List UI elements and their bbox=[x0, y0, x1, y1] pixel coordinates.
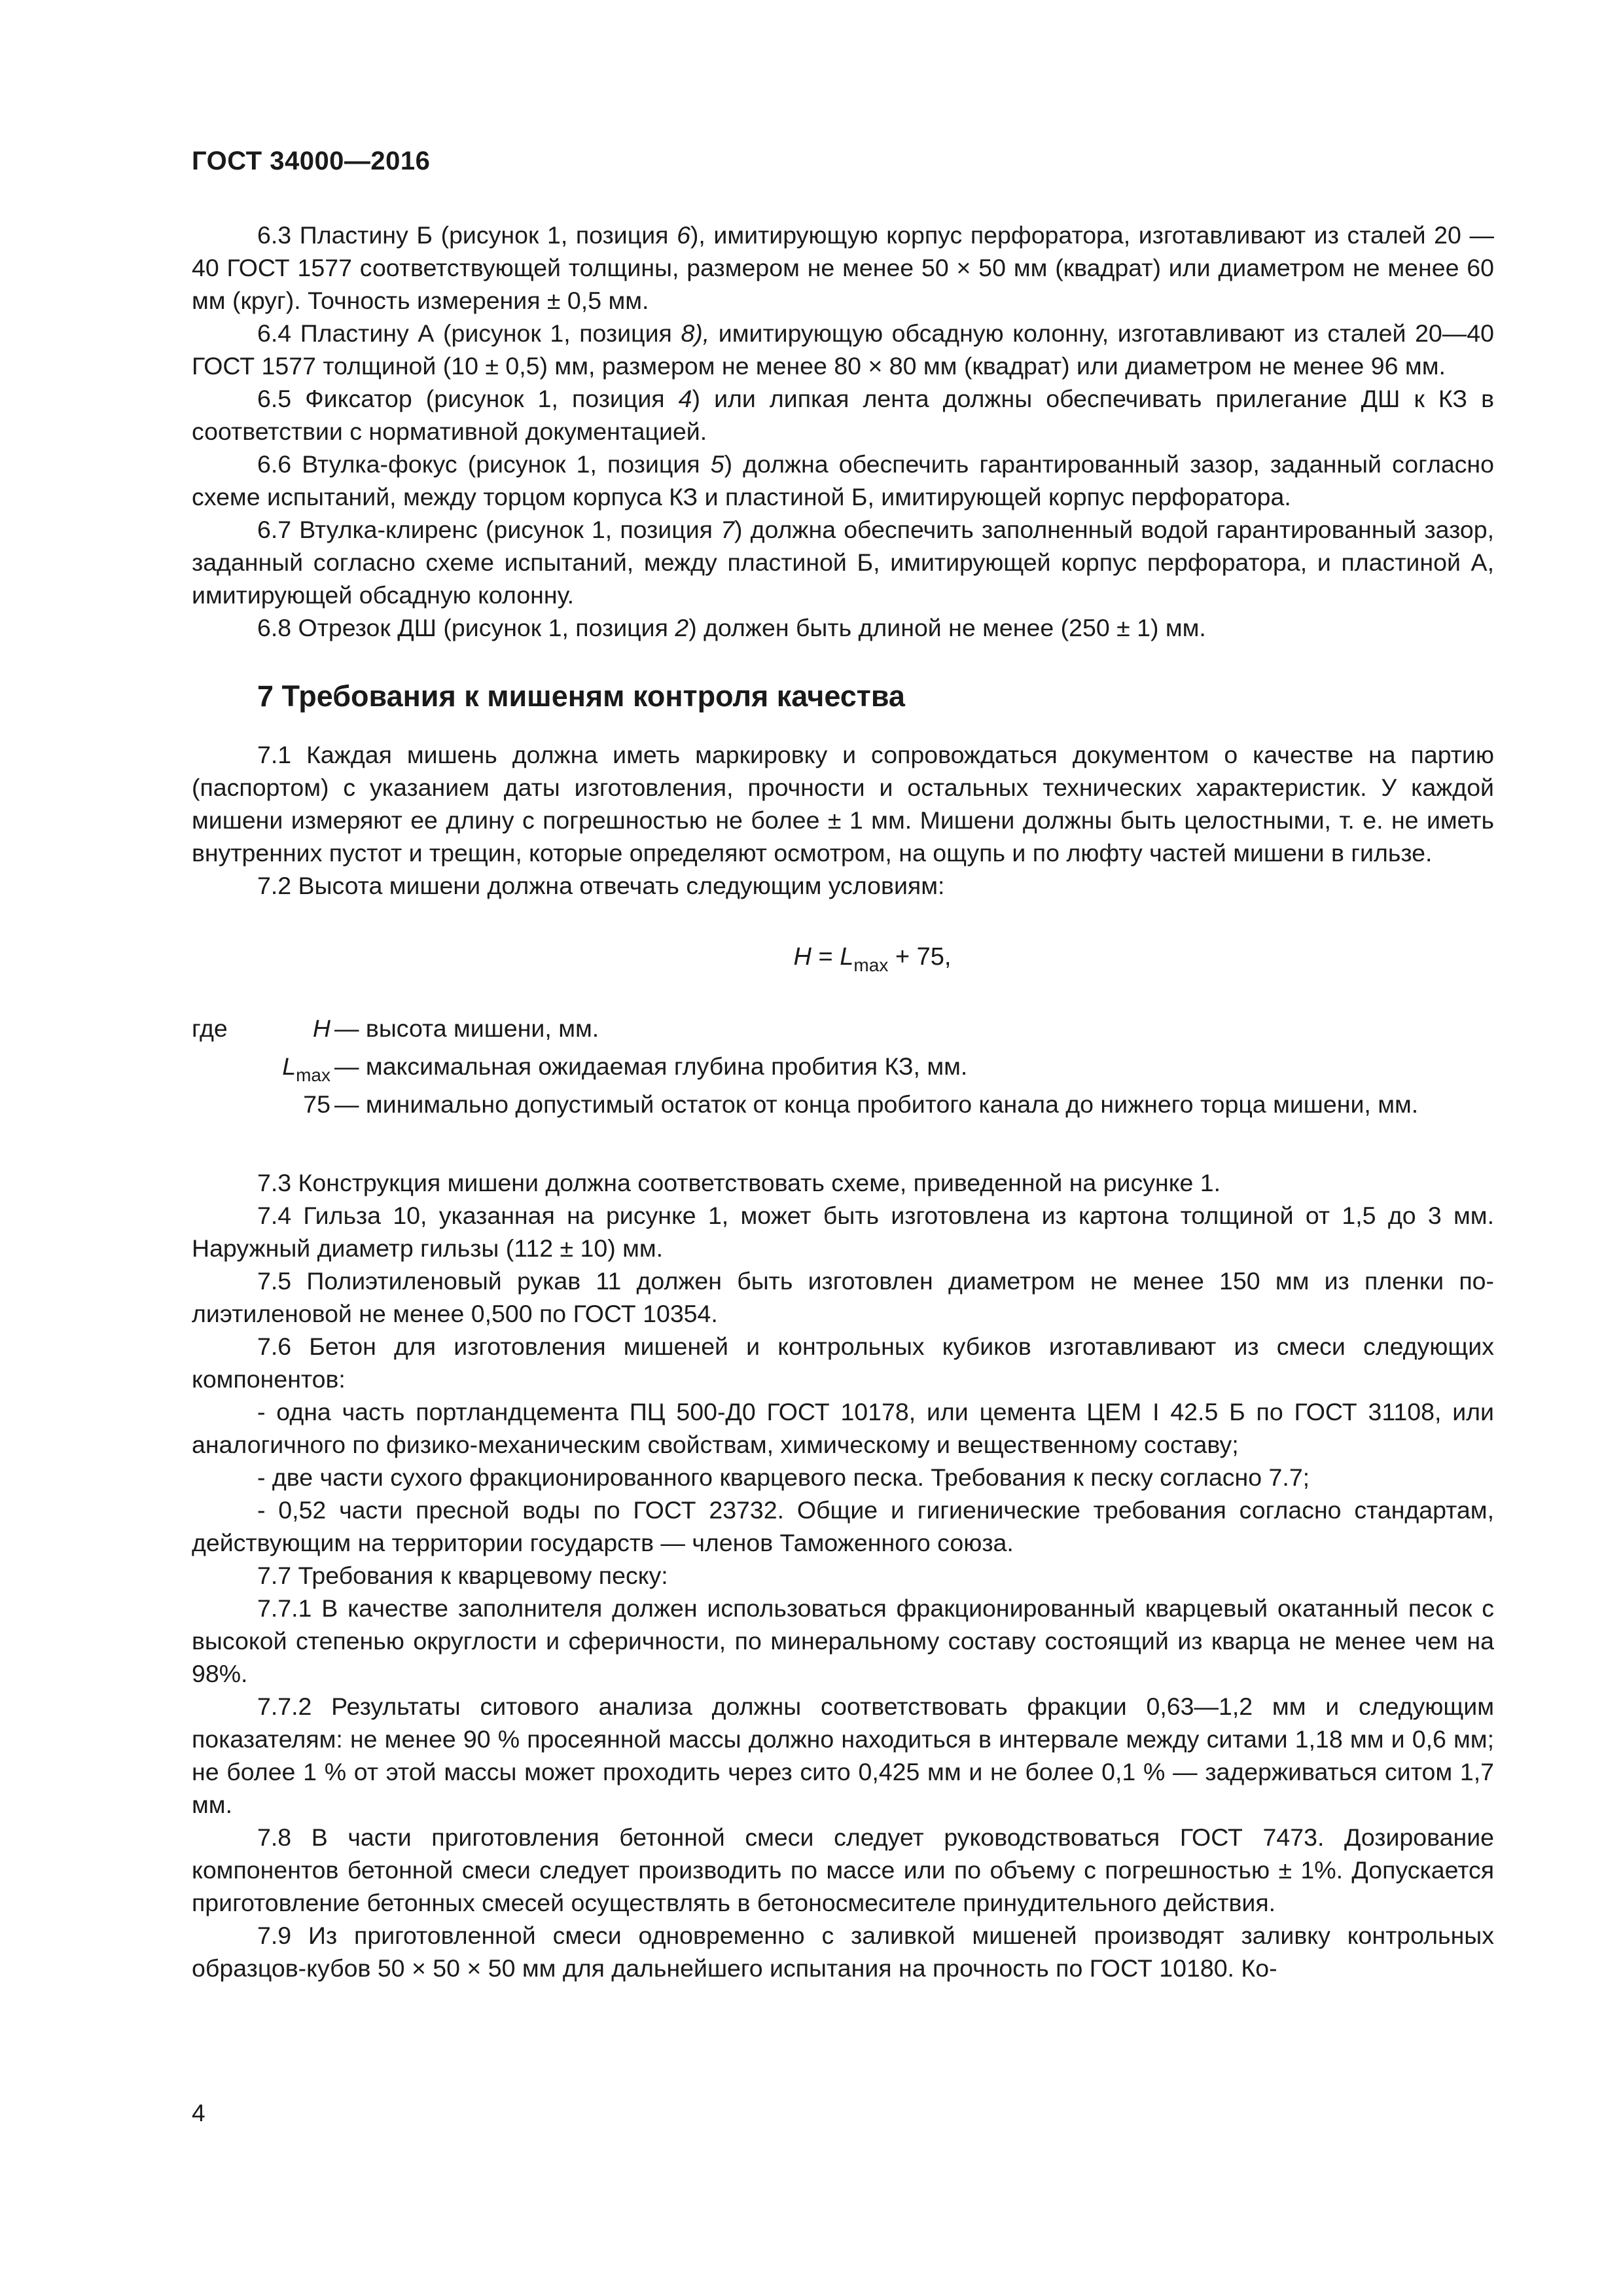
paragraph-7-7: 7.7 Требования к кварцевому песку: bbox=[257, 1562, 668, 1589]
paragraph-7-9: 7.9 Из приготовленной смеси одновременно с заливкой мишеней производят заливку контрольных образцов-кубов 50 × 50 × 50 мм для дальнейшего испытания на прочность по ГОСТ 10180. Ко- bbox=[192, 1922, 1494, 1982]
paragraph-6-7: 6.7 Втулка-клиренс (рисунок 1, позиция 7) должна обеспечить заполненный водой гарантированный зазор, заданный согласно схеме испытаний, между пластиной Б, имитирующей корпус перфоратора, и пластиной А, имитирующей обсадную колонну. bbox=[192, 516, 1494, 609]
legend-symbol-l: $L_{max}$ bbox=[282, 1052, 330, 1085]
legend-text-75: — минимально допустимый остаток от конца пробитого канала до нижнего торца мишени, мм. bbox=[334, 1090, 1419, 1118]
list-item-cement: - одна часть портландцемента ПЦ 500-Д0 ГОСТ 10178, или цемента ЦЕМ I 42.5 Б по ГОСТ 31108, или аналогичного по физико-механическим свойствам, химическому и вещественному составу; bbox=[192, 1398, 1494, 1458]
paragraph-7-6: 7.6 Бетон для изготовления мишеней и контрольных кубиков изготавливают из смеси следующих компонентов: bbox=[192, 1333, 1494, 1393]
page-number: 4 bbox=[192, 2100, 205, 2126]
document-header: ГОСТ 34000—2016 bbox=[192, 147, 431, 175]
legend-text-l: — максимальная ожидаемая глубина пробития КЗ, мм. bbox=[334, 1052, 968, 1080]
paragraph-6-5: 6.5 Фиксатор (рисунок 1, позиция 4) или липкая лента должны обеспечивать прилегание ДШ к КЗ в соответствии с нормативной документацией. bbox=[192, 385, 1494, 445]
paragraph-7-7-1: 7.7.1 В качестве заполнителя должен использоваться фракционированный кварцевый окатанный песок с высокой степенью округлости и сферичности, по минеральному составу состоящий из кварца не менее чем на 98%. bbox=[192, 1594, 1494, 1687]
legend-symbol-h: H bbox=[312, 1014, 330, 1042]
paragraph-6-8: 6.8 Отрезок ДШ (рисунок 1, позиция 2) должен быть длиной не менее (250 ± 1) мм. bbox=[257, 614, 1206, 641]
document-body bbox=[192, 219, 1494, 1984]
paragraph-7-7-2: 7.7.2 Результаты ситового анализа должны соответствовать фракции 0,63—1,2 мм и следующим показателям: не менее 90 % просеянной массы должно находиться в интервале между ситами 1,18 мм и 0,6 мм; не более 1 % от этой массы может проходить через сито 0,425 мм и не более 0,1 % — задерживаться ситом 1,7 мм. bbox=[192, 1693, 1494, 1818]
list-item-water: - 0,52 части пресной воды по ГОСТ 23732. Общие и гигиенические требования согласно стандартам, действующим на территории государств — членов Таможенного союза. bbox=[192, 1496, 1494, 1556]
paragraph-7-8: 7.8 В части приготовления бетонной смеси следует руководствоваться ГОСТ 7473. Дозирование компонентов бетонной смеси следует производить по массе или по объему с погрешностью ± 1%. Допускается приготовление бетонных смесей осуществлять в бетоносмесителе принудительного действия. bbox=[192, 1823, 1494, 1916]
legend-text-h: — высота мишени, мм. bbox=[334, 1014, 599, 1042]
paragraph-6-3: 6.3 Пластину Б (рисунок 1, позиция 6), имитирующую корпус перфоратора, изготавливают из сталей 20 — 40 ГОСТ 1577 соответствующей толщины, размером не менее 50 × 50 мм (квадрат) или диаметром не менее 60 мм (круг). Точность измерения ± 0,5 мм. bbox=[192, 221, 1494, 314]
section-7-title: 7 Требования к мишеням контроля качества bbox=[257, 679, 905, 713]
paragraph-7-4: 7.4 Гильза 10, указанная на рисунке 1, может быть изготовлена из картона толщиной от 1,5 до 3 мм. Наружный диаметр гильзы (112 ± 10) мм. bbox=[192, 1202, 1494, 1262]
paragraph-6-6: 6.6 Втулка-фокус (рисунок 1, позиция 5) должна обеспечить гарантированный зазор, заданный согласно схеме испытаний, между торцом корпуса КЗ и пластиной Б, имитирующей корпус перфоратора. bbox=[192, 450, 1494, 511]
legend-symbol-75: 75 bbox=[303, 1090, 330, 1118]
height-formula: $H = L_{max} + 75$, bbox=[793, 943, 952, 975]
paragraph-7-3: 7.3 Конструкция мишени должна соответствовать схеме, приведенной на рисунке 1. bbox=[257, 1169, 1221, 1196]
paragraph-7-5: 7.5 Полиэтиленовый рукав 11 должен быть изготовлен диаметром не менее 150 мм из пленки полиэтиленовой не менее 0,500 по ГОСТ 10354. bbox=[192, 1267, 1494, 1327]
list-item-sand: - две части сухого фракционированного кварцевого песка. Требования к песку согласно 7.7; bbox=[257, 1463, 1310, 1491]
legend-where: где bbox=[192, 1014, 228, 1042]
paragraph-7-2: 7.2 Высота мишени должна отвечать следующим условиям: bbox=[257, 872, 945, 899]
paragraph-6-4: 6.4 Пластину А (рисунок 1, позиция 8), имитирующую обсадную колонну, изготавливают из сталей 20—40 ГОСТ 1577 толщиной (10 ± 0,5) мм, размером не менее 80 × 80 мм (квадрат) или диаметром не менее 96 мм. bbox=[192, 319, 1494, 380]
formula-legend bbox=[192, 1012, 1494, 1127]
paragraph-7-1: 7.1 Каждая мишень должна иметь маркировку и сопровождаться документом о качестве на партию (паспортом) с указанием даты изготовления, прочности и остальных технических характеристик. У каждой мишени измеряют ее длину с погрешностью не более ± 1 мм. Мишени должны быть целостными, т. е. не иметь внутренних пустот и трещин, которые определяют осмотром, на ощупь и по люфту частей мишени в гильзе. bbox=[192, 741, 1494, 867]
